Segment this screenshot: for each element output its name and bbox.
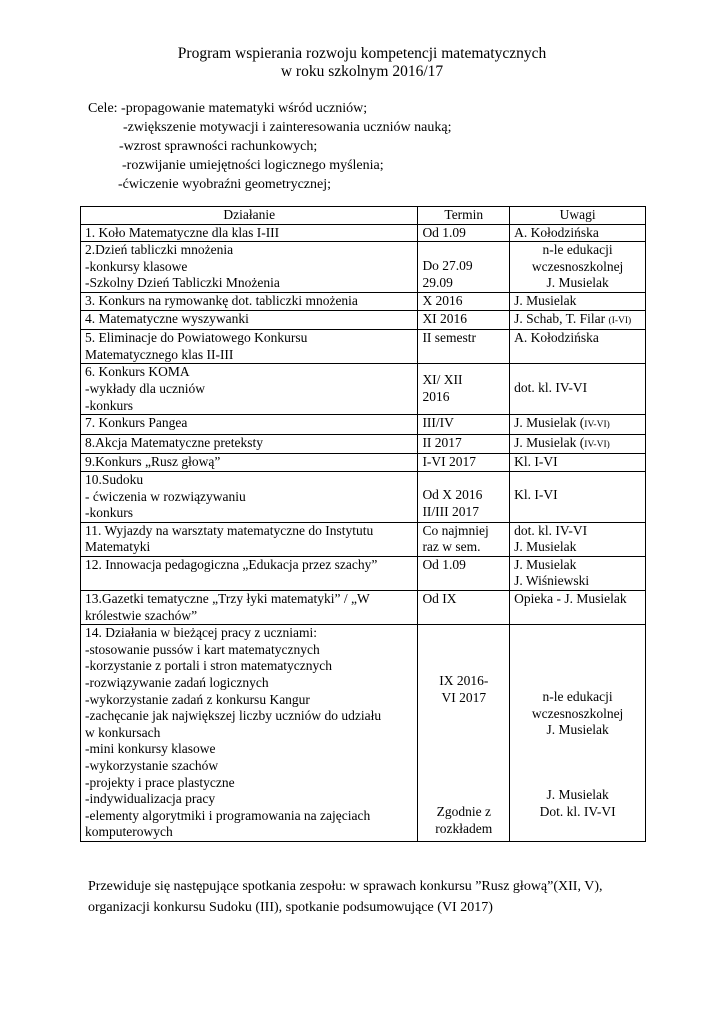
cell-line: J. Musielak [546,722,609,738]
cell-line: -Szkolny Dzień Tabliczki Mnożenia [85,275,280,291]
table-row [81,591,646,625]
cell-line: raz w sem. [422,539,481,555]
cell-action [81,522,418,556]
cell-action [81,471,418,522]
cell-notes [510,471,646,522]
cell-line: Od 1.09 [422,224,466,240]
cell-line: królestwie szachów” [85,607,198,623]
table-row [81,224,646,242]
cell-line: -konkursy klasowe [85,258,188,274]
cell-line: -elementy algorytmiki i programowania na zajęciach [85,807,371,823]
cell-line: n-le edukacji [542,689,613,705]
goal-item: -zwiększenie motywacji i zainteresowania uczniów nauką; [123,120,452,135]
cell-line: -indywidualizacja pracy [85,791,216,807]
cell-line: -konkurs [85,505,133,521]
cell-term [418,415,510,435]
goal-item: Cele: -propagowanie matematyki wśród uczniów; [88,101,368,116]
table-row [81,454,646,472]
goal-item: -ćwiczenie wyobraźni geometrycznej; [118,177,332,192]
cell-notes [510,224,646,242]
cell-line: J. Musielak [546,787,609,803]
cell-line: dot. kl. IV-VI [514,522,588,538]
cell-line: -wykorzystanie zadań z konkursu Kangur [85,691,310,707]
cell-term [418,434,510,454]
goals-section [88,99,451,194]
goals-label: Cele: [88,101,118,116]
cell-line: J. Musielak (IV-VI) [514,434,610,450]
cell-line: 8.Akcja Matematyczne preteksty [85,434,264,450]
cell-line: Dot. kl. IV-VI [539,803,616,819]
cell-line: -wykłady dla uczniów [85,380,205,396]
program-table [80,206,646,842]
cell-term [418,556,510,590]
cell-notes [510,556,646,590]
cell-action [81,292,418,310]
cell-line: 29.09 [422,274,453,290]
header-action: Działanie [81,207,418,225]
cell-action [81,310,418,330]
cell-line: komputerowych [85,824,173,840]
cell-term [418,330,510,364]
cell-line: Od 1.09 [422,556,466,572]
cell-line: XI 2016 [422,310,468,326]
cell-line: Od IX [422,591,457,607]
table-row [81,415,646,435]
table-row [81,522,646,556]
cell-notes [510,591,646,625]
cell-line: 7. Konkurs Pangea [85,415,188,431]
cell-line: rozkładem [435,821,493,837]
cell-term [418,591,510,625]
cell-notes [510,310,646,330]
cell-line: -projekty i prace plastyczne [85,774,235,790]
cell-line: Opieka - J. Musielak [514,591,627,607]
cell-line: -korzystanie z portali i stron matematycznych [85,658,333,674]
cell-notes [510,330,646,364]
cell-action [81,625,418,842]
cell-notes [510,434,646,454]
cell-line: 9.Konkurs „Rusz głową” [85,454,221,470]
goal-item: -rozwijanie umiejętności logicznego myślenia; [122,158,384,173]
cell-action [81,330,418,364]
footer-note [88,876,648,918]
cell-line: 2.Dzień tabliczki mnożenia [85,242,234,258]
table-row [81,556,646,590]
cell-line: VI 2017 [441,689,487,705]
cell-term [418,292,510,310]
cell-line: Zgodnie z [436,804,491,820]
cell-line: w konkursach [85,724,161,740]
cell-line: Matematyki [85,539,151,555]
cell-notes [510,242,646,293]
cell-line: XI/ XII [422,372,463,388]
footer-line: organizacji konkursu Sudoku (III), spotkanie podsumowujące (VI 2017) [88,900,493,915]
cell-notes [510,522,646,556]
footer-line: Przewiduje się następujące spotkania zespołu: w sprawach konkursu ”Rusz głową”(XII, V), [88,879,603,894]
cell-action [81,364,418,415]
cell-term [418,310,510,330]
table-row [81,471,646,522]
cell-line: 6. Konkurs KOMA [85,364,190,380]
cell-line: - ćwiczenia w rozwiązywaniu [85,488,246,504]
cell-line: III/IV [422,415,454,431]
cell-line: I-VI 2017 [422,454,477,470]
cell-line: Matematycznego klas II-III [85,346,234,362]
cell-line: 4. Matematyczne wyszywanki [85,310,249,326]
cell-line: J. Musielak [514,539,577,555]
cell-line: 3. Konkurs na rymowankę dot. tabliczki mnożenia [85,292,358,308]
cell-line: -mini konkursy klasowe [85,741,216,757]
cell-action [81,415,418,435]
document-title-line1: Program wspierania rozwoju kompetencji matematycznych [177,45,547,62]
header-notes: Uwagi [510,207,646,225]
cell-line: 11. Wyjazdy na warsztaty matematyczne do Instytutu [85,522,374,538]
table-row [81,625,646,842]
cell-notes [510,625,646,842]
cell-line: 2016 [422,388,450,404]
cell-line: 1. Koło Matematyczne dla klas I-III [85,224,280,240]
cell-line: J. Musielak [514,292,577,308]
cell-line: J. Musielak [514,556,577,572]
table-row [81,310,646,330]
table-row [81,242,646,293]
table-row [81,292,646,310]
cell-notes [510,415,646,435]
cell-line: Od X 2016 [422,486,483,502]
cell-term [418,454,510,472]
cell-term [418,364,510,415]
cell-term [418,242,510,293]
table-header-row [81,207,646,225]
cell-line: wczesnoszkolnej [531,705,624,721]
cell-line: -zachęcanie jak największej liczby uczniów do udziału [85,708,382,724]
document-title-line2: w roku szkolnym 2016/17 [280,63,444,80]
cell-line: -konkurs [85,397,133,413]
cell-line: A. Kołodzińska [514,330,599,346]
cell-line: Kl. I-VI [514,454,558,470]
cell-line: 10.Sudoku [85,471,144,487]
cell-action [81,224,418,242]
cell-action [81,242,418,293]
cell-line: J. Musielak [546,275,609,291]
cell-notes [510,364,646,415]
cell-line: -rozwiązywanie zadań logicznych [85,675,269,691]
table-row [81,364,646,415]
cell-term [418,625,510,842]
cell-notes [510,454,646,472]
cell-line: J. Musielak (IV-VI) [514,415,610,431]
cell-line: Co najmniej [422,522,489,538]
cell-line: II/III 2017 [422,503,480,519]
cell-notes [510,292,646,310]
cell-line: J. Wiśniewski [514,573,590,589]
header-term: Termin [418,207,510,225]
cell-action [81,556,418,590]
cell-line: wczesnoszkolnej [531,258,624,274]
cell-term [418,224,510,242]
cell-action [81,591,418,625]
table-row [81,330,646,364]
cell-line: dot. kl. IV-VI [514,380,588,396]
cell-line: II semestr [422,330,477,346]
table-row [81,434,646,454]
cell-line: -wykorzystanie szachów [85,758,219,773]
goal-item: -wzrost sprawności rachunkowych; [119,139,318,154]
cell-line: Do 27.09 [422,258,473,274]
cell-line: 12. Innowacja pedagogiczna „Edukacja przez szachy” [85,556,378,572]
cell-term [418,471,510,522]
cell-line: A. Kołodzińska [514,224,599,240]
cell-action [81,454,418,472]
cell-line: -stosowanie pussów i kart matematycznych [85,641,320,657]
cell-line: 13.Gazetki tematyczne „Trzy łyki matematyki” / „W [85,591,370,607]
cell-term [418,522,510,556]
cell-line: X 2016 [422,292,463,308]
cell-action [81,434,418,454]
cell-line: II 2017 [422,434,462,450]
cell-line: 14. Działania w bieżącej pracy z uczniami: [85,625,318,641]
cell-line: J. Schab, T. Filar (I-VI) [514,310,632,326]
cell-line: 5. Eliminacje do Powiatowego Konkursu [85,330,308,346]
cell-line: n-le edukacji [542,242,613,258]
cell-line: Kl. I-VI [514,486,558,502]
cell-line: IX 2016- [439,673,489,689]
